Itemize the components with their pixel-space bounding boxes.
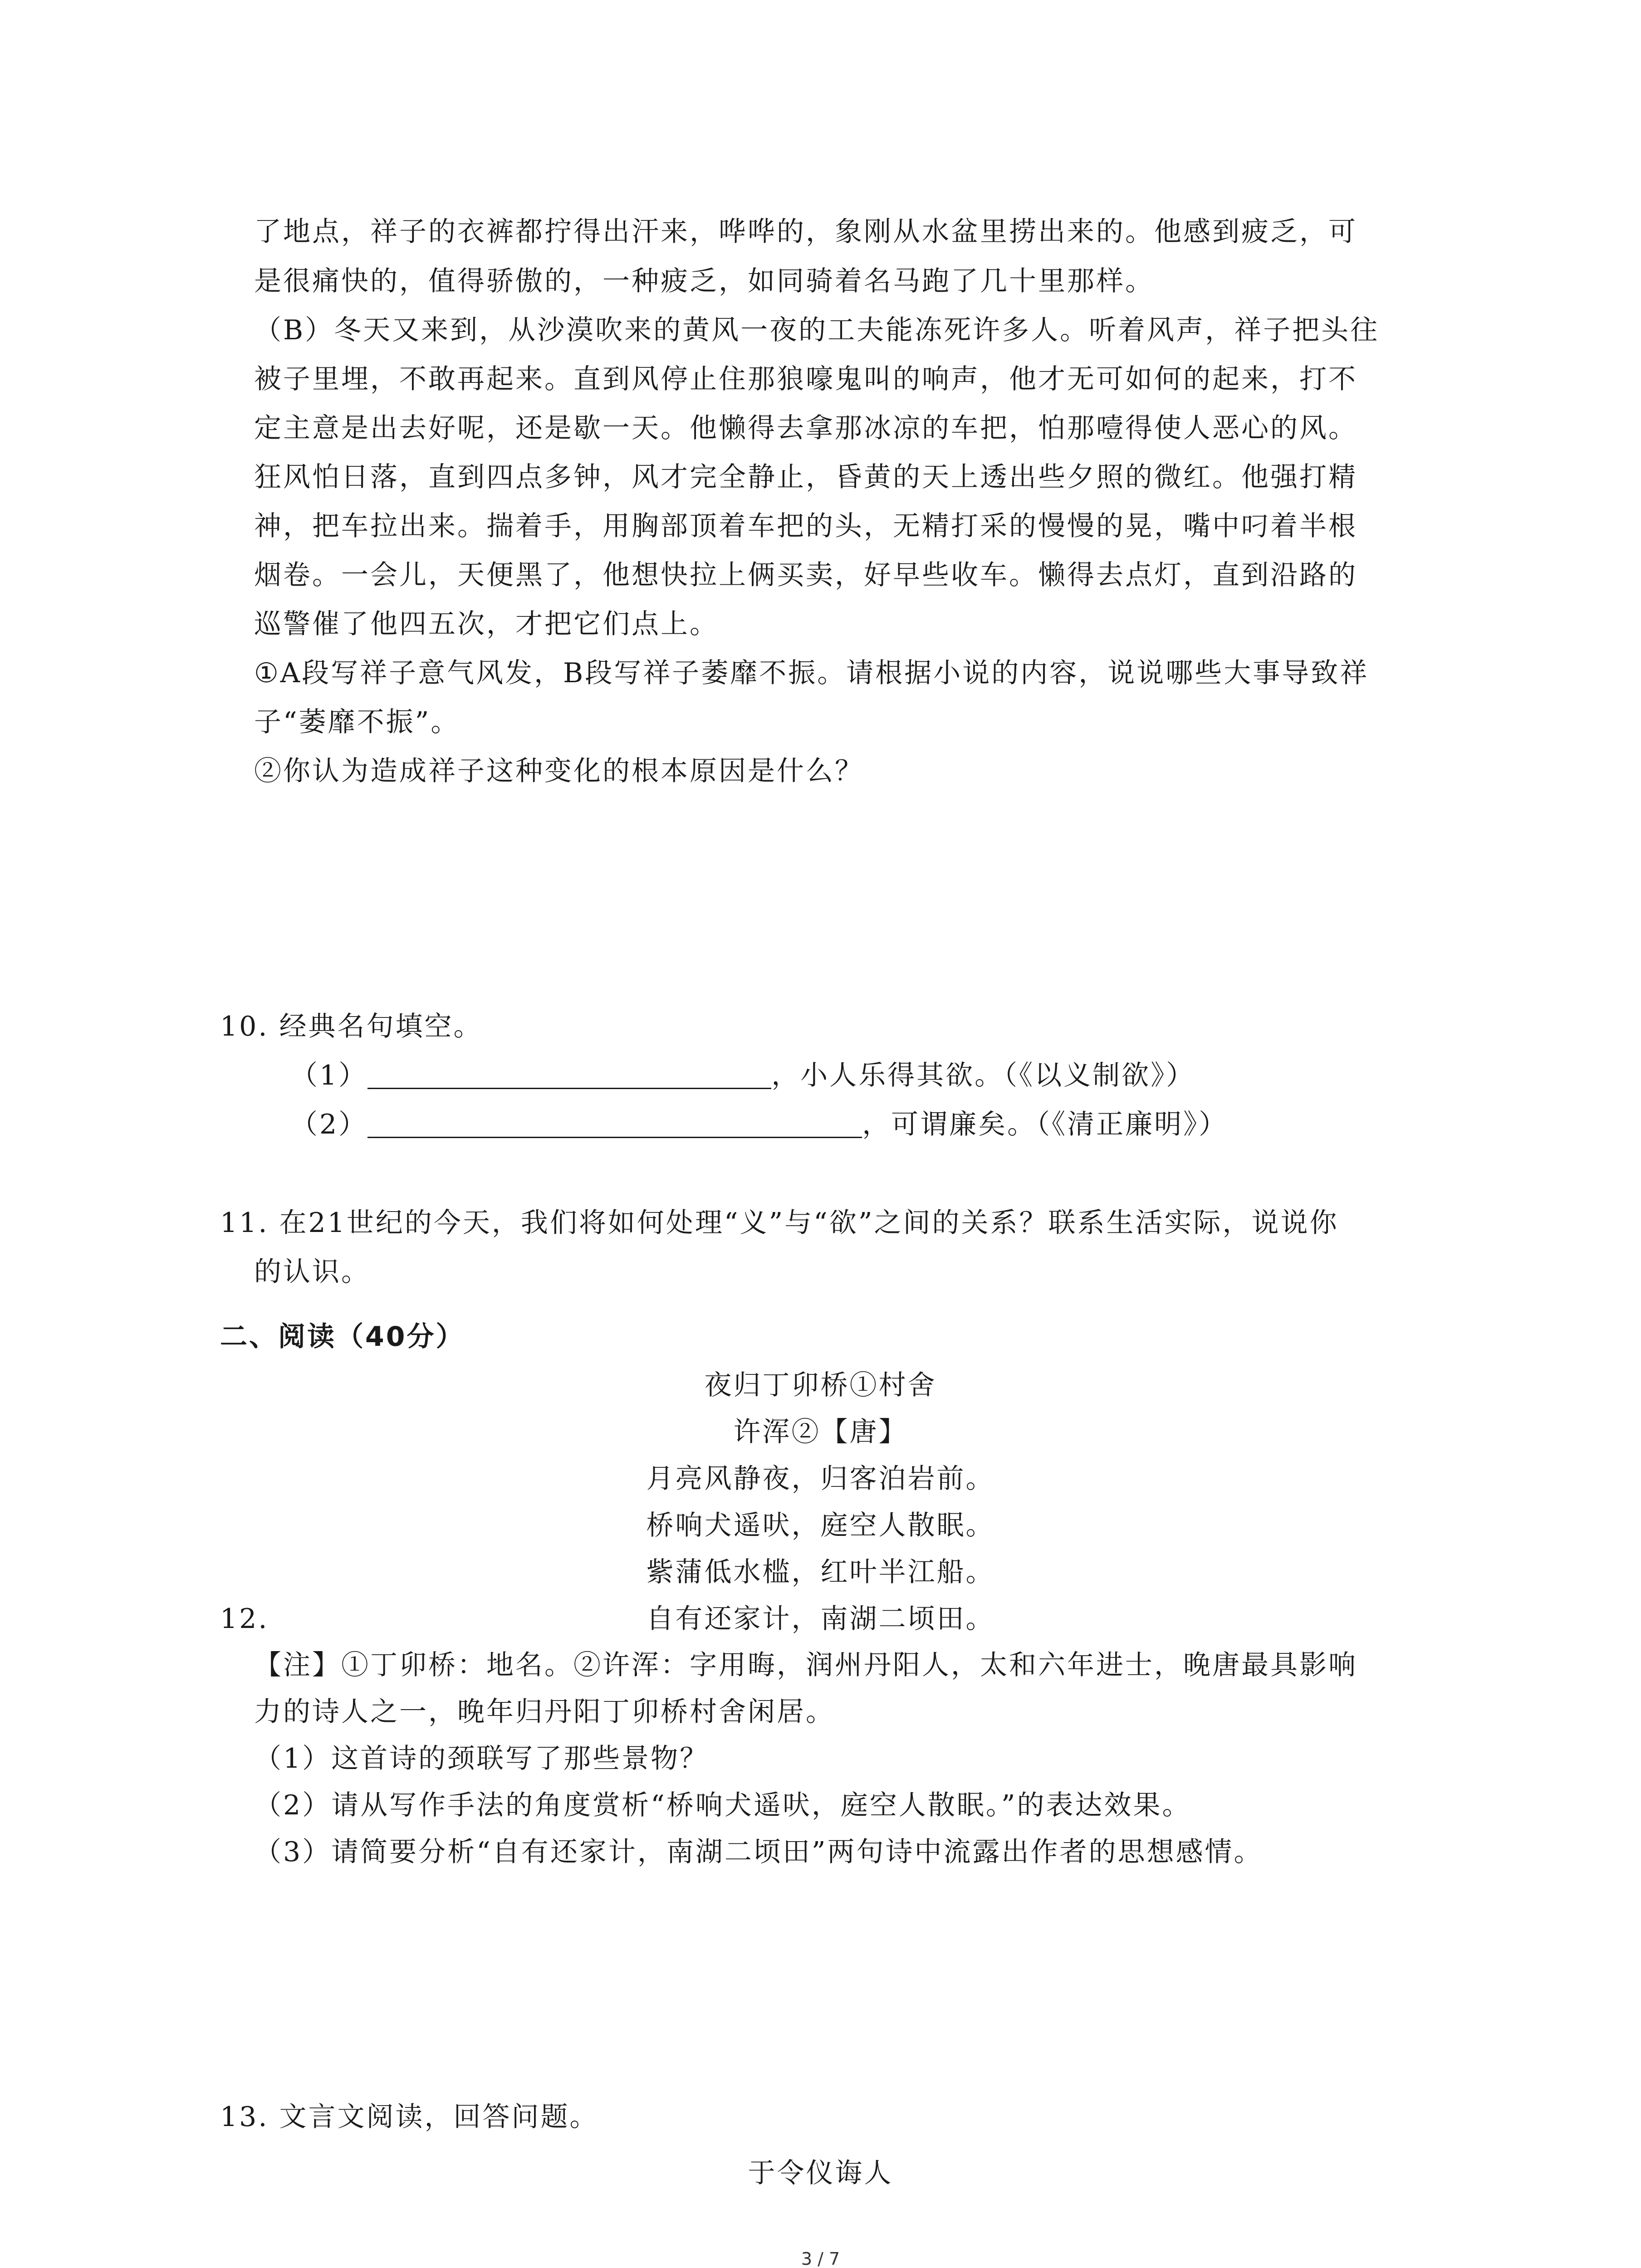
q12-question: （3）请简要分析“自有还家计，南湖二顷田”两句诗中流露出作者的思想感情。 [254, 1836, 1263, 1868]
q13-title: 于令仪诲人 [748, 2157, 893, 2189]
item-text: ，小人乐得其欲。（《以义制欲》） [771, 1060, 1195, 1091]
passage-line: 烟卷。一会儿，天便黑了，他想快拉上俩买卖，好早些收车。懒得去点灯，直到沿路的 [254, 559, 1357, 591]
question-line: ②你认为造成祥子这种变化的根本原因是什么？ [254, 755, 864, 787]
question-line: ①A段写祥子意气风发，B段写祥子萎靡不振。请根据小说的内容，说说哪些大事导致祥 [254, 657, 1369, 689]
poem-author: 许浑②【唐】 [733, 1416, 908, 1448]
passage-line: 是很痛快的，值得骄傲的，一种疲乏，如同骑着名马跑了几十里那样。 [254, 265, 1154, 297]
passage-line: （B）冬天又来到，从沙漠吹来的黄风一夜的工夫能冻死许多人。听着风声，祥子把头往 [254, 314, 1380, 346]
q12-question: （2）请从写作手法的角度赏析“桥响犬遥吠，庭空人散眠。”的表达效果。 [254, 1789, 1191, 1821]
item-number: （2） [290, 1109, 368, 1140]
q12-number: 12. [220, 1603, 269, 1635]
passage-line: 定主意是出去好呢，还是歇一天。他懒得去拿那冰凉的车把，怕那噎得使人恶心的风。 [254, 412, 1357, 444]
q10-item-2 [290, 1111, 1228, 1138]
passage-line: 狂风怕日落，直到四点多钟，风才完全静止，昏黄的天上透出些夕照的微红。他强打精 [254, 461, 1357, 493]
passage-line: 被子里埋，不敢再起来。直到风停止住那狼嚎鬼叫的响声，他才无可如何的起来，打不 [254, 363, 1357, 395]
fill-blank-2[interactable] [367, 1111, 862, 1138]
item-text: ，可谓廉矣。（《清正廉明》） [862, 1109, 1228, 1140]
poem-line: 月亮风静夜，归客泊岩前。 [646, 1463, 995, 1495]
poem-line: 紫蒲低水槛，红叶半江船。 [646, 1556, 995, 1588]
q11-line: 11. 在21世纪的今天，我们将如何处理“义”与“欲”之间的关系？联系生活实际，说说你 [220, 1207, 1339, 1239]
poem-line: 自有还家计，南湖二顷田。 [646, 1603, 995, 1635]
question-line: 子“萎靡不振”。 [254, 706, 460, 738]
page-number: 3 / 7 [801, 2249, 840, 2268]
passage-line: 巡警催了他四五次，才把它们点上。 [254, 608, 719, 640]
q12-question: （1）这首诗的颈联写了那些景物？ [254, 1743, 709, 1774]
poem-line: 桥响犬遥吠，庭空人散眠。 [646, 1510, 995, 1541]
passage-line: 神，把车拉出来。揣着手，用胸部顶着车把的头，无精打采的慢慢的晃，嘴中叼着半根 [254, 510, 1357, 542]
passage-line: 了地点，祥子的衣裤都拧得出汗来，哗哗的，象刚从水盆里捞出来的。他感到疲乏，可 [254, 216, 1357, 248]
q13-stem: 13. 文言文阅读，回答问题。 [220, 2101, 599, 2133]
fill-blank-1[interactable] [367, 1062, 771, 1089]
poem-note: 力的诗人之一，晚年归丹阳丁卯桥村舍闲居。 [254, 1696, 835, 1728]
q10-stem: 10. 经典名句填空。 [220, 1011, 483, 1042]
poem-title: 夜归丁卯桥①村舍 [704, 1369, 937, 1401]
item-number: （1） [290, 1060, 368, 1091]
section-heading: 二、阅读（40分） [220, 1321, 465, 1353]
q11-line: 的认识。 [254, 1256, 370, 1288]
poem-note: 【注】①丁卯桥：地名。②许浑：字用晦，润州丹阳人，太和六年进士，晚唐最具影响 [254, 1649, 1357, 1681]
q10-item-1 [290, 1062, 1195, 1089]
